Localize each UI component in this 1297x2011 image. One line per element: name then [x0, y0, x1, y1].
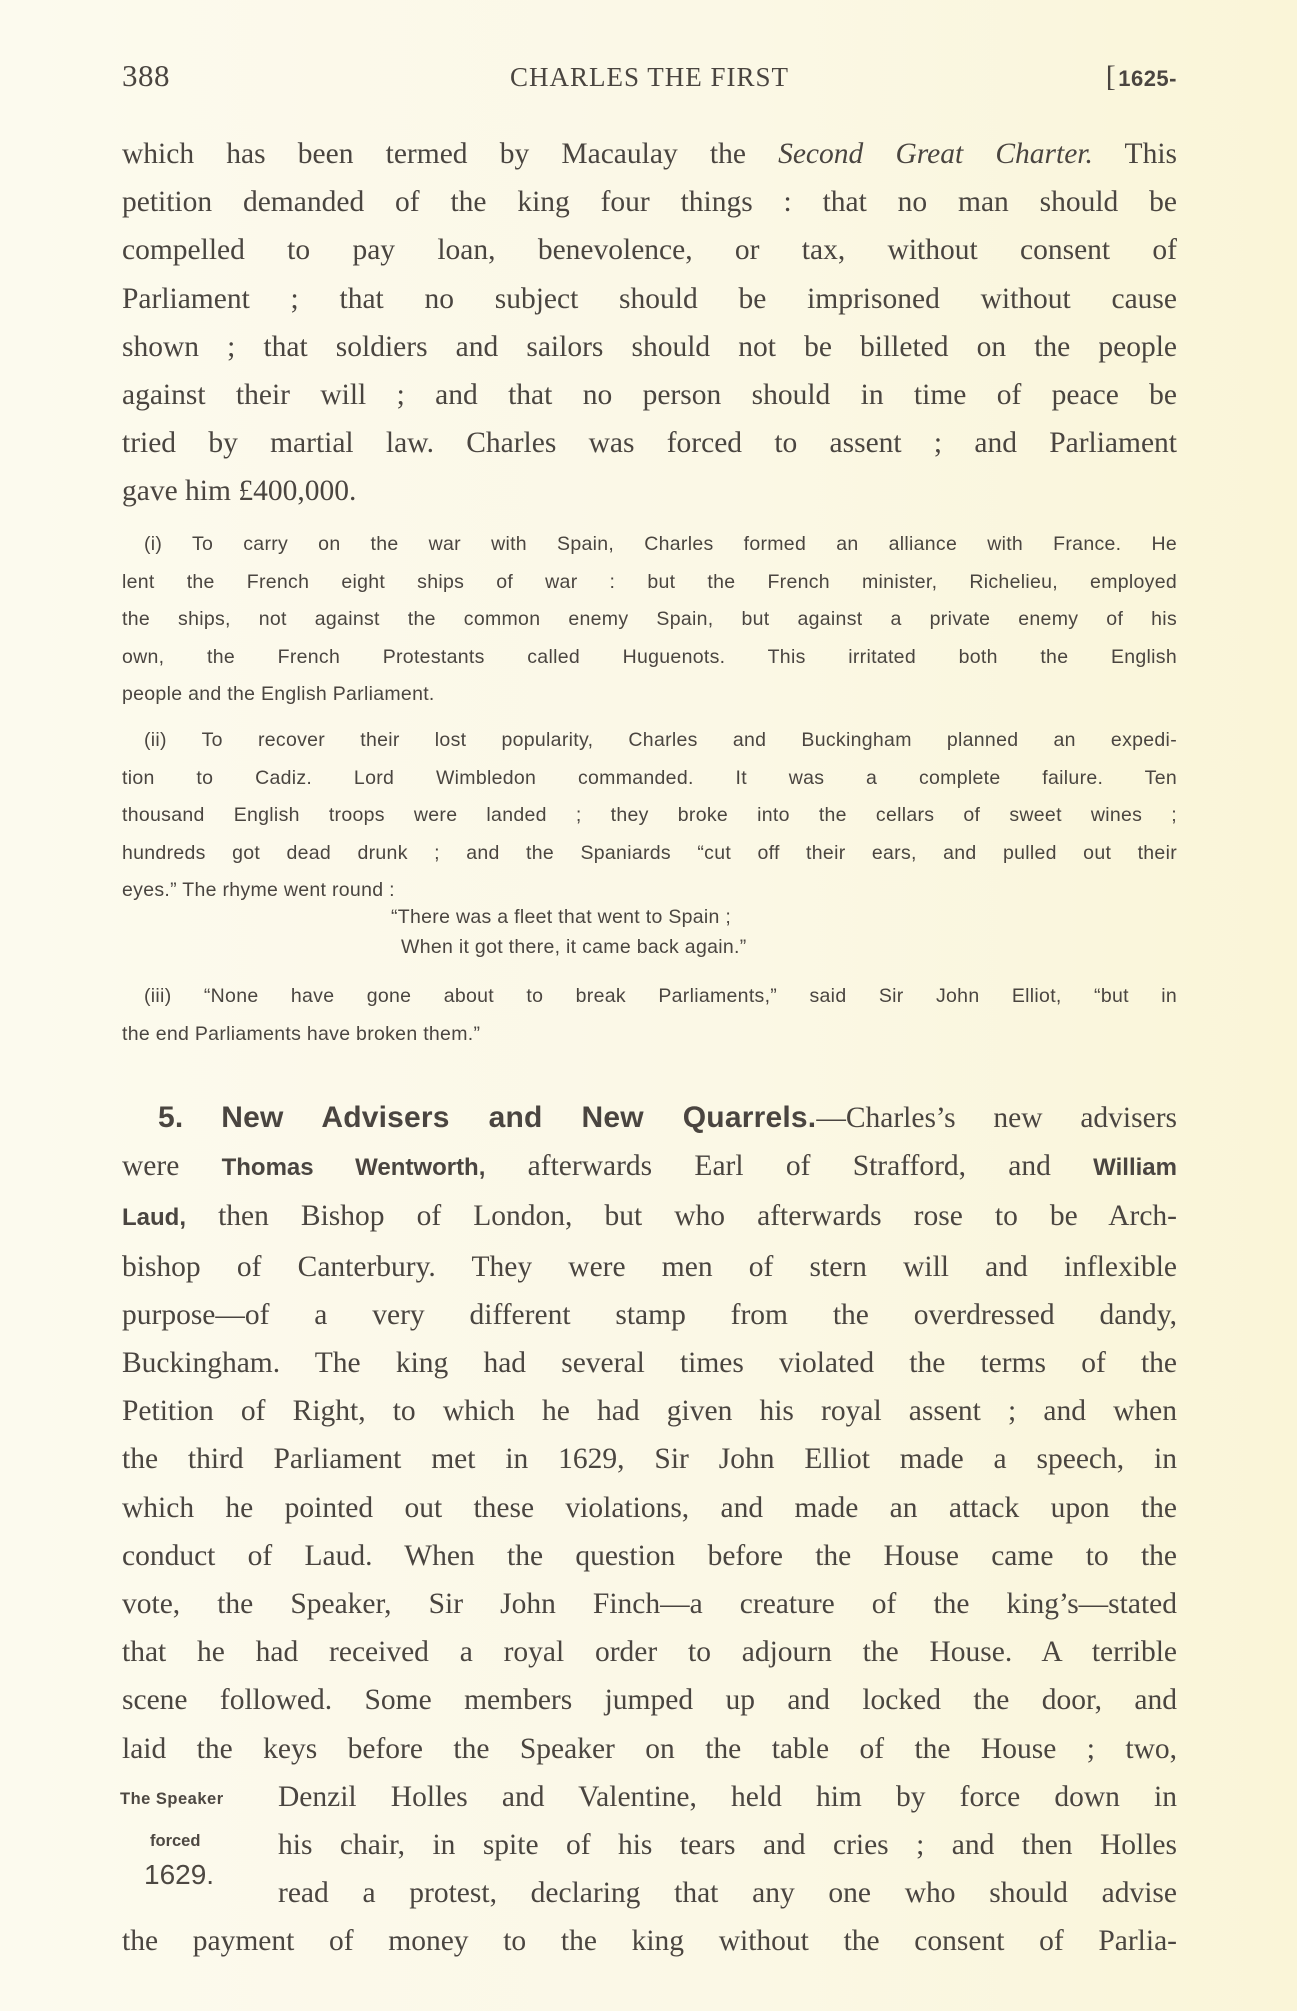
- note-line: people and the English Parliament.: [122, 683, 435, 705]
- note-line: thousand English troops were landed ; they broke into the cellars of sweet wines ;: [122, 804, 1177, 826]
- text-line: purpose—of a very different stamp from the overdressed dandy,: [122, 1298, 1177, 1331]
- text-line: shown ; that soldiers and sailors should not be billeted on the people: [122, 330, 1177, 363]
- text-line: his chair, in spite of his tears and cries ; and then Holles: [278, 1829, 1177, 1862]
- italic-title: Second Great Charter.: [778, 138, 1093, 170]
- note-i: [122, 526, 1177, 714]
- text-line: Parliament ; that no subject should be imprisoned without cause: [122, 282, 1177, 315]
- rhyme-line: When it got there, it came back again.”: [401, 936, 747, 958]
- text-line: vote, the Speaker, Sir John Finch—a creature of the king’s—stated: [122, 1588, 1177, 1621]
- text-run: This: [1092, 138, 1177, 170]
- note-line: (ii) To recover their lost popularity, Charles and Buckingham planned an expedi-: [144, 729, 1177, 751]
- text-line: compelled to pay loan, benevolence, or tax, without consent of: [122, 234, 1177, 267]
- year-range: 1625-: [1118, 66, 1177, 91]
- name-wentworth: Thomas Wentworth,: [221, 1154, 486, 1182]
- text-line: scene followed. Some members jumped up and locked the door, and: [122, 1684, 1177, 1717]
- text-line: bishop of Canterbury. They were men of stern will and inflexible: [122, 1250, 1177, 1283]
- text-line: [122, 1192, 1177, 1242]
- text-line: which he pointed out these violations, and made an attack upon the: [122, 1491, 1177, 1524]
- text-line: tried by martial law. Charles was forced to assent ; and Parliament: [122, 427, 1177, 460]
- side-note-forced: forced: [150, 1832, 201, 1850]
- note-line: the ships, not against the common enemy Spain, but against a private enemy of his: [122, 608, 1177, 630]
- section-heading: New Advisers and New Quarrels.: [221, 1101, 817, 1134]
- text-line: that he had received a royal order to adjourn the House. A terrible: [122, 1636, 1177, 1669]
- note-line: hundreds got dead drunk ; and the Spaniards “cut off their ears, and pulled out their: [122, 841, 1177, 864]
- text-run: afterwards Earl of Strafford, and: [485, 1150, 1094, 1183]
- text-line: read a protest, declaring that any one who should advise: [278, 1877, 1177, 1910]
- paragraph-petition-of-right: [122, 130, 1177, 516]
- running-title: CHARLES THE FIRST: [509, 62, 790, 92]
- side-note-speaker: The Speaker: [120, 1790, 224, 1808]
- note-iii: [122, 978, 1177, 1053]
- text-line: conduct of Laud. When the question before the House came to the: [122, 1539, 1177, 1572]
- text-line: [122, 1142, 1177, 1192]
- note-line: own, the French Protestants called Huguenots. This irritated both the English: [122, 645, 1177, 668]
- section-number: 5.: [158, 1101, 184, 1134]
- text-line: Denzil Holles and Valentine, held him by force down in: [278, 1780, 1177, 1813]
- text-run: then Bishop of London, but who afterwards rose to be Arch-: [186, 1200, 1177, 1233]
- section-heading-line: [122, 1094, 1177, 1142]
- note-line: the end Parliaments have broken them.”: [122, 1022, 481, 1045]
- text-line: [122, 130, 1177, 178]
- note-line: (iii) “None have gone about to break Parliaments,” said Sir John Elliot, “but in: [144, 985, 1177, 1007]
- rhyme-line: “There was a fleet that went to Spain ;: [391, 906, 732, 928]
- note-ii: [122, 722, 1177, 910]
- text-line: petition demanded of the king four things : that no man should be: [122, 186, 1177, 219]
- text-run: were: [122, 1150, 222, 1183]
- text-run: which has been termed by Macaulay the: [122, 138, 779, 170]
- text-line: the third Parliament met in 1629, Sir John Elliot made a speech, in: [122, 1443, 1177, 1476]
- text-line: Petition of Right, to which he had given his royal assent ; and when: [122, 1395, 1177, 1428]
- text-line: Buckingham. The king had several times violated the terms of the: [122, 1347, 1177, 1380]
- side-note-year: 1629.: [144, 1859, 215, 1890]
- running-head: [122, 58, 1177, 98]
- name-laud: Laud,: [122, 1204, 186, 1232]
- text-line: laid the keys before the Speaker on the table of the House ; two,: [122, 1732, 1177, 1765]
- note-line: eyes.” The rhyme went round :: [122, 879, 395, 901]
- text-line: against their will ; and that no person should in time of peace be: [122, 379, 1177, 412]
- text-line: the payment of money to the king without the consent of Parlia-: [122, 1925, 1177, 1958]
- section-5: [122, 1094, 1177, 1966]
- note-line: (i) To carry on the war with Spain, Charles formed an alliance with France. He: [144, 533, 1177, 555]
- text-run: —Charles’s new advisers: [816, 1102, 1178, 1134]
- year-bracket: [: [1105, 60, 1117, 93]
- rhyme: [122, 902, 1177, 962]
- running-year: [1106, 60, 1177, 94]
- note-line: lent the French eight ships of war : but the French minister, Richelieu, employed: [122, 570, 1177, 593]
- name-william: William: [1093, 1154, 1177, 1182]
- page-number: 388: [122, 58, 170, 93]
- text-line: gave him £400,000.: [122, 475, 357, 508]
- note-line: tion to Cadiz. Lord Wimbledon commanded. It was a complete failure. Ten: [122, 766, 1177, 789]
